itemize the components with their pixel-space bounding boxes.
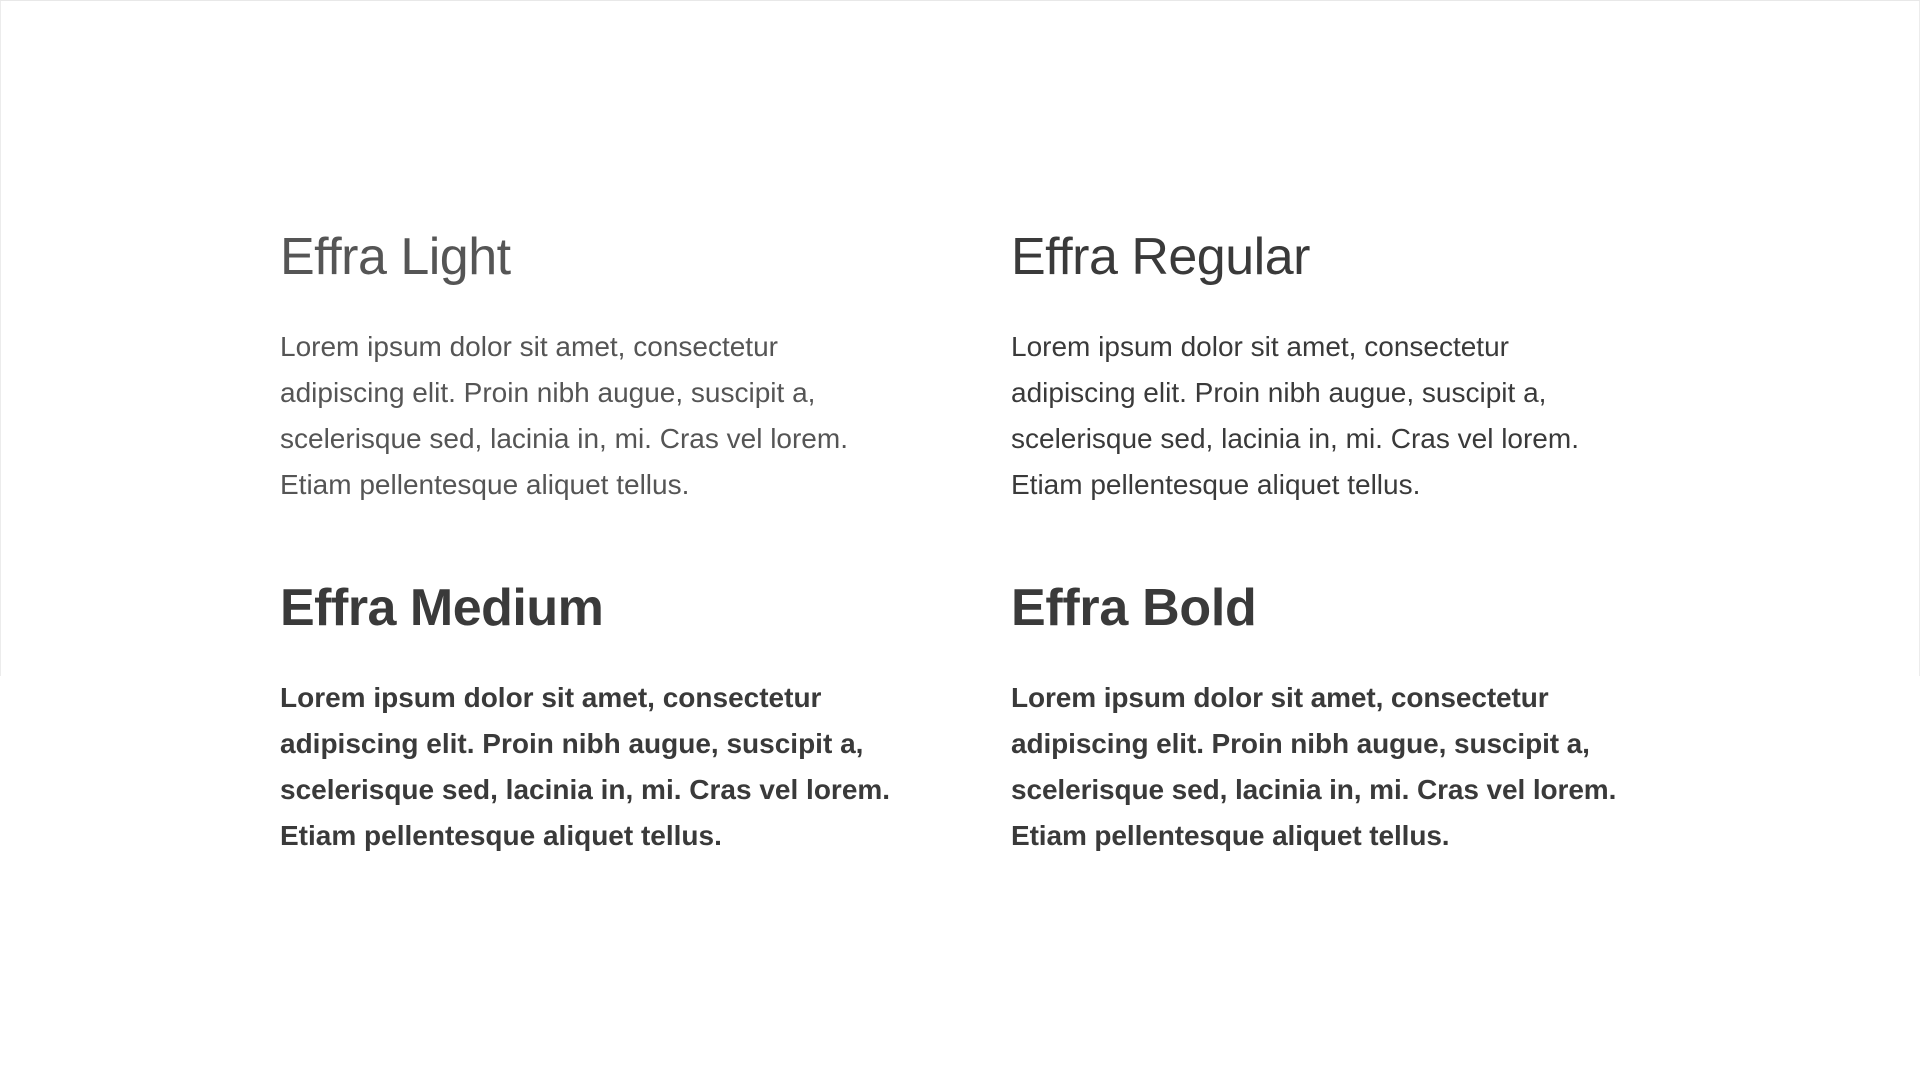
specimen-medium xyxy=(280,574,960,859)
specimen-regular-line: scelerisque sed, lacinia in, mi. Cras vel lorem. xyxy=(1011,423,1579,454)
specimen-light-line: Lorem ipsum dolor sit amet, consectetur xyxy=(280,331,778,362)
specimen-light xyxy=(280,223,960,508)
specimen-medium-line: adipiscing elit. Proin nibh augue, suscipit a, xyxy=(280,728,864,759)
specimen-regular-line: adipiscing elit. Proin nibh augue, suscipit a, xyxy=(1011,377,1547,408)
specimen-regular-title: Effra Regular xyxy=(1011,228,1310,286)
specimen-medium-line: scelerisque sed, lacinia in, mi. Cras vel lorem. xyxy=(280,774,891,805)
specimen-regular-line: Etiam pellentesque aliquet tellus. xyxy=(1011,469,1421,500)
specimen-light-line: adipiscing elit. Proin nibh augue, suscipit a, xyxy=(280,377,816,408)
specimen-regular-paragraph xyxy=(1011,324,1651,508)
specimen-medium-line: Lorem ipsum dolor sit amet, consectetur xyxy=(280,682,822,713)
specimen-regular xyxy=(1011,223,1691,508)
specimen-light-line: scelerisque sed, lacinia in, mi. Cras vel lorem. xyxy=(280,423,848,454)
specimen-bold-line: adipiscing elit. Proin nibh augue, suscipit a, xyxy=(1011,728,1590,759)
specimen-medium-paragraph xyxy=(280,675,920,859)
specimen-bold xyxy=(1011,574,1691,859)
specimen-bold-line: scelerisque sed, lacinia in, mi. Cras vel lorem. xyxy=(1011,774,1617,805)
specimen-bold-title: Effra Bold xyxy=(1011,579,1257,637)
specimen-regular-line: Lorem ipsum dolor sit amet, consectetur xyxy=(1011,331,1509,362)
specimen-light-title: Effra Light xyxy=(280,228,511,286)
specimen-bold-paragraph xyxy=(1011,675,1651,859)
specimen-bold-line: Lorem ipsum dolor sit amet, consectetur xyxy=(1011,682,1549,713)
specimen-medium-line: Etiam pellentesque aliquet tellus. xyxy=(280,820,722,851)
specimen-bold-line: Etiam pellentesque aliquet tellus. xyxy=(1011,820,1450,851)
specimen-light-line: Etiam pellentesque aliquet tellus. xyxy=(280,469,690,500)
specimen-light-paragraph xyxy=(280,324,920,508)
specimen-medium-title: Effra Medium xyxy=(280,579,604,637)
